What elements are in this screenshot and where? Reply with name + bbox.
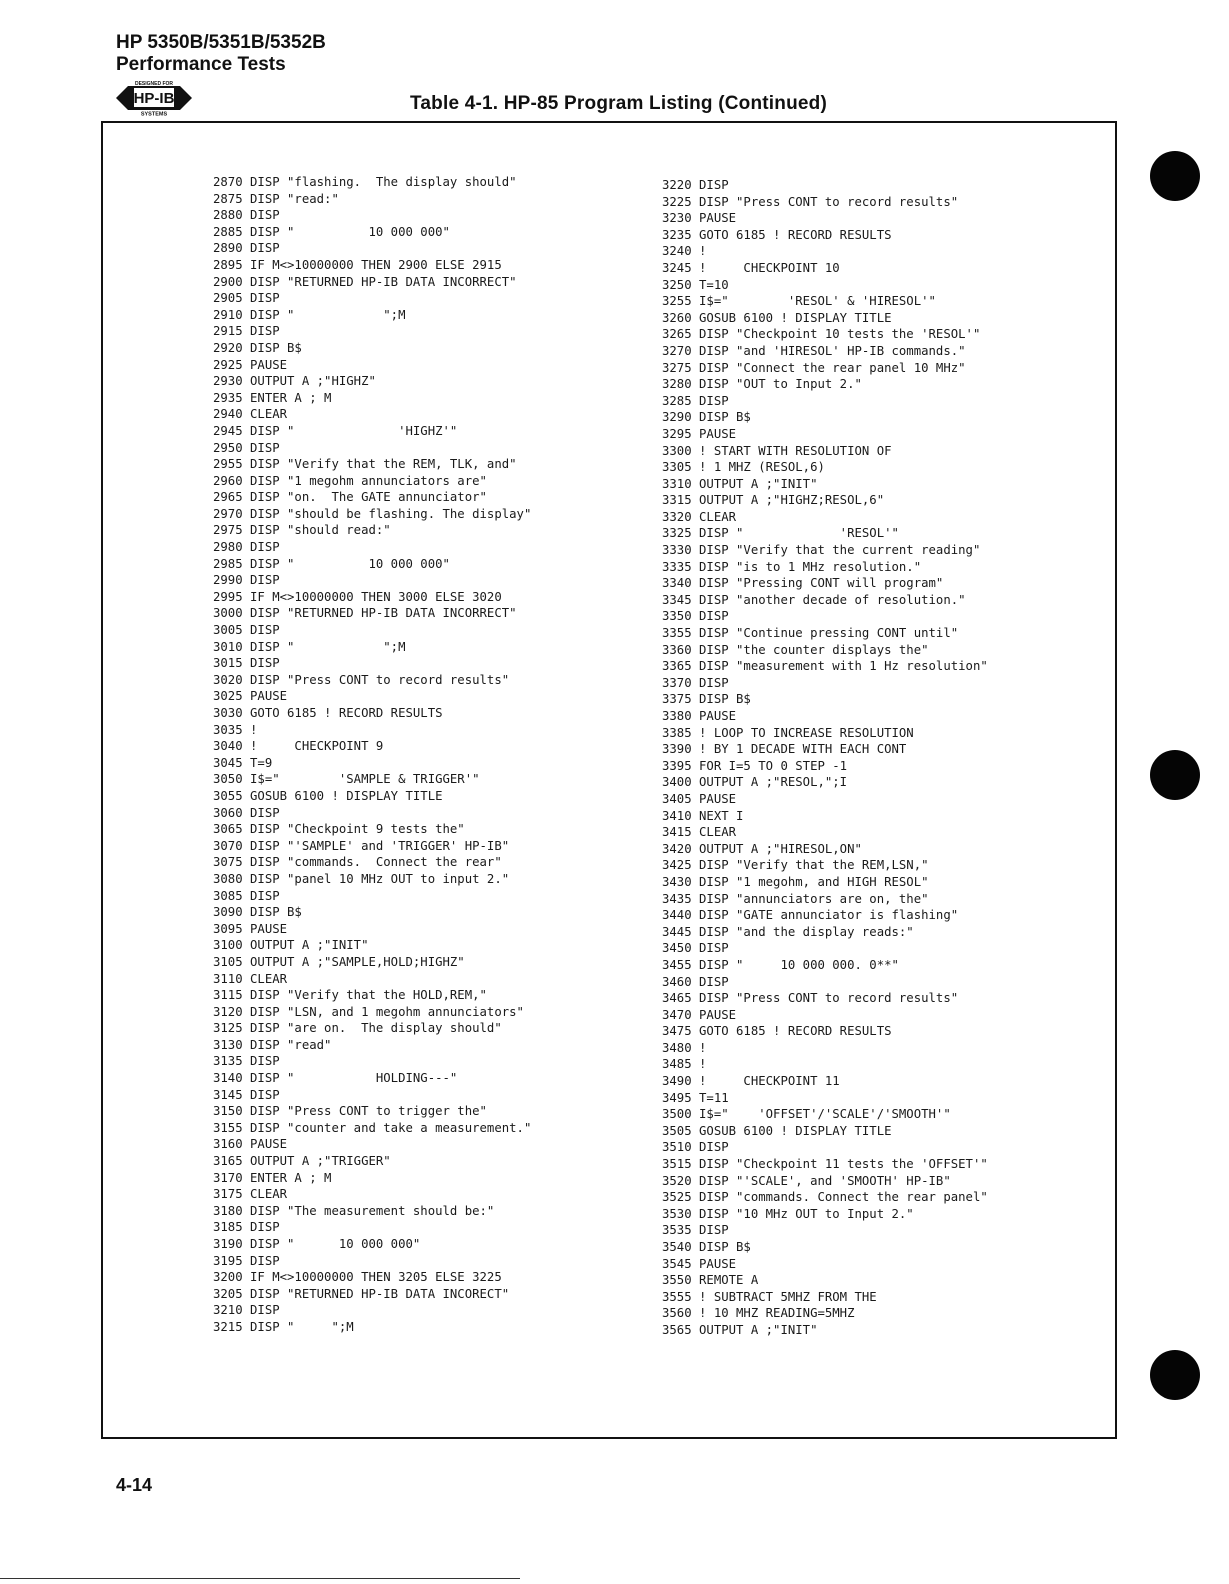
listing-line: 3225 DISP "Press CONT to record results" [662,194,959,209]
listing-line: 3365 DISP "measurement with 1 Hz resolution" [662,659,988,674]
listing-line: 3085 DISP [213,888,280,903]
listing-line: 3075 DISP "commands. Connect the rear" [213,855,502,870]
table-title: Table 4-1. HP-85 Program Listing (Continued) [410,93,827,114]
listing-line: 3260 GOSUB 6100 ! DISPLAY TITLE [662,310,892,325]
listing-line: 3005 DISP [213,623,280,638]
listing-line: 2930 OUTPUT A ;"HIGHZ" [213,374,376,389]
listing-line: 3515 DISP "Checkpoint 11 tests the 'OFFSET'" [662,1157,988,1172]
listing-line: 3325 DISP " 'RESOL'" [662,526,899,541]
listing-line: 2920 DISP B$ [213,340,302,355]
listing-line: 3445 DISP "and the display reads:" [662,924,914,939]
listing-line: 3500 I$=" 'OFFSET'/'SCALE'/'SMOOTH'" [662,1107,951,1122]
listing-line: 3390 ! BY 1 DECADE WITH EACH CONT [662,742,907,757]
listing-line: 3435 DISP "annunciators are on, the" [662,891,929,906]
listing-line: 3295 PAUSE [662,426,737,441]
listing-line: 3350 DISP [662,609,729,624]
listing-line: 3510 DISP [662,1140,729,1155]
listing-line: 3275 DISP "Connect the rear panel 10 MHz" [662,360,966,375]
listing-line: 3470 PAUSE [662,1007,737,1022]
listing-line: 3250 T=10 [662,277,729,292]
listing-line: 3400 OUTPUT A ;"RESOL,";I [662,775,848,790]
listing-line: 3535 DISP [662,1223,729,1238]
listing-line: 3185 DISP [213,1220,280,1235]
listing-line: 3165 OUTPUT A ;"TRIGGER" [213,1154,391,1169]
listing-line: 3105 OUTPUT A ;"SAMPLE,HOLD;HIGHZ" [213,954,465,969]
listing-line: 2965 DISP "on. The GATE annunciator" [213,490,487,505]
listing-line: 2885 DISP " 10 000 000" [213,224,450,239]
listing-line: 3345 DISP "another decade of resolution." [662,592,966,607]
listing-line: 3430 DISP "1 megohm, and HIGH RESOL" [662,874,929,889]
listing-line: 2870 DISP "flashing. The display should" [213,175,517,189]
listing-line: 3455 DISP " 10 000 000. 0**" [662,957,899,972]
listing-line: 3480 ! [662,1040,707,1055]
listing-line: 3135 DISP [213,1054,280,1069]
listing-line: 3200 IF M<>10000000 THEN 3205 ELSE 3225 [213,1270,502,1285]
listing-line: 2875 DISP "read:" [213,191,339,206]
listing-line: 3175 CLEAR [213,1187,288,1202]
listing-line: 3060 DISP [213,805,280,820]
listing-line: 3190 DISP " 10 000 000" [213,1237,421,1251]
listing-line: 3235 GOTO 6185 ! RECORD RESULTS [662,227,892,242]
listing-line: 3425 DISP "Verify that the REM,LSN," [662,858,929,873]
listing-line: 2970 DISP "should be flashing. The display" [213,506,532,521]
listing-line: 3305 ! 1 MHZ (RESOL,6) [662,460,825,475]
listing-line: 3375 DISP B$ [662,692,751,707]
listing-line: 3380 PAUSE [662,709,737,723]
listing-line: 3285 DISP [662,393,729,408]
listing-line: 3270 DISP "and 'HIRESOL' HP-IB commands." [662,343,966,358]
logo-top-text: DESIGNED FOR [134,81,174,87]
listing-line: 3055 GOSUB 6100 ! DISPLAY TITLE [213,788,443,803]
listing-line: 3090 DISP B$ [213,905,302,920]
listing-line: 3545 PAUSE [662,1256,737,1271]
listing-line: 3020 DISP "Press CONT to record results" [213,672,510,687]
listing-line: 3265 DISP "Checkpoint 10 tests the 'RESOL'" [662,327,981,342]
listing-left-column [213,174,531,1336]
listing-line: 3485 ! [662,1057,707,1072]
listing-line: 2990 DISP [213,573,280,588]
listing-line: 3210 DISP [213,1303,280,1318]
listing-line: 2935 ENTER A ; M [213,390,332,405]
listing-line: 3405 PAUSE [662,791,737,806]
listing-line: 3070 DISP "'SAMPLE' and 'TRIGGER' HP-IB" [213,838,510,853]
listing-line: 3030 GOTO 6185 ! RECORD RESULTS [213,706,443,720]
binder-hole-bottom [1150,1350,1200,1400]
listing-line: 3410 NEXT I [662,808,744,823]
listing-line: 2895 IF M<>10000000 THEN 2900 ELSE 2915 [213,257,502,272]
listing-line: 3140 DISP " HOLDING---" [213,1071,458,1086]
listing-line: 2925 PAUSE [213,357,288,372]
listing-line: 3355 DISP "Continue pressing CONT until" [662,626,959,641]
listing-line: 3440 DISP "GATE annunciator is flashing" [662,908,959,923]
listing-line: 3320 CLEAR [662,509,737,524]
logo-main-text: HP-IB [133,90,175,107]
listing-line: 3540 DISP B$ [662,1240,751,1254]
listing-line: 3255 I$=" 'RESOL' & 'HIRESOL'" [662,294,936,309]
logo-bottom-text: SYSTEMS [140,111,168,116]
listing-line: 3125 DISP "are on. The display should" [213,1021,502,1036]
listing-line: 3475 GOTO 6185 ! RECORD RESULTS [662,1024,892,1039]
listing-line: 3460 DISP [662,974,729,989]
listing-line: 3490 ! CHECKPOINT 11 [662,1074,840,1089]
listing-line: 3520 DISP "'SCALE', and 'SMOOTH' HP-IB" [662,1173,951,1188]
listing-line: 2890 DISP [213,241,280,256]
hp-ib-logo [116,80,192,116]
listing-line: 3065 DISP "Checkpoint 9 tests the" [213,822,465,837]
listing-line: 3130 DISP "read" [213,1037,332,1052]
listing-line: 3015 DISP [213,656,280,671]
listing-line: 2900 DISP "RETURNED HP-IB DATA INCORRECT" [213,274,517,289]
listing-line: 3300 ! START WITH RESOLUTION OF [662,443,892,458]
listing-line: 2940 CLEAR [213,407,288,422]
listing-line: 3335 DISP "is to 1 MHz resolution." [662,559,922,574]
listing-line: 3450 DISP [662,941,729,956]
listing-line: 3370 DISP [662,675,729,690]
listing-line: 3385 ! LOOP TO INCREASE RESOLUTION [662,725,914,740]
listing-line: 3180 DISP "The measurement should be:" [213,1203,495,1218]
listing-line: 3420 OUTPUT A ;"HIRESOL,ON" [662,841,862,856]
listing-line: 3565 OUTPUT A ;"INIT" [662,1322,818,1337]
listing-line: 3330 DISP "Verify that the current reading" [662,543,981,558]
listing-line: 3560 ! 10 MHZ READING=5MHZ [662,1306,855,1321]
listing-line: 3465 DISP "Press CONT to record results" [662,991,959,1006]
listing-right-column [662,177,988,1339]
listing-line: 2995 IF M<>10000000 THEN 3000 ELSE 3020 [213,589,502,604]
listing-line: 3415 CLEAR [662,825,737,840]
listing-line: 3280 DISP "OUT to Input 2." [662,377,862,392]
listing-line: 3100 OUTPUT A ;"INIT" [213,938,369,953]
listing-line: 3555 ! SUBTRACT 5MHZ FROM THE [662,1289,877,1304]
listing-line: 3025 PAUSE [213,689,288,704]
listing-line: 3230 PAUSE [662,211,737,226]
listing-line: 3550 REMOTE A [662,1273,759,1288]
listing-line: 3310 OUTPUT A ;"INIT" [662,476,818,491]
listing-line: 3195 DISP [213,1253,280,1268]
listing-line: 3095 PAUSE [213,921,288,936]
bottom-rule [0,1578,520,1579]
listing-line: 3000 DISP "RETURNED HP-IB DATA INCORRECT" [213,606,517,621]
listing-line: 3150 DISP "Press CONT to trigger the" [213,1104,487,1119]
binder-hole-middle [1150,750,1200,800]
listing-line: 2950 DISP [213,440,280,455]
listing-line: 3010 DISP " ";M [213,639,406,654]
listing-line: 3170 ENTER A ; M [213,1170,332,1185]
listing-line: 2985 DISP " 10 000 000" [213,556,450,571]
listing-line: 3395 FOR I=5 TO 0 STEP -1 [662,758,848,773]
page-number: 4-14 [116,1475,153,1495]
listing-line: 3040 ! CHECKPOINT 9 [213,739,384,754]
listing-line: 2960 DISP "1 megohm annunciators are" [213,473,487,488]
listing-line: 2880 DISP [213,208,280,223]
listing-line: 2975 DISP "should read:" [213,523,391,538]
listing-line: 3505 GOSUB 6100 ! DISPLAY TITLE [662,1123,892,1138]
listing-line: 3035 ! [213,722,258,737]
listing-line: 3205 DISP "RETURNED HP-IB DATA INCORECT" [213,1286,510,1301]
header-title: HP 5350B/5351B/5352B [116,32,326,53]
listing-line: 2955 DISP "Verify that the REM, TLK, and" [213,457,517,472]
listing-line: 3245 ! CHECKPOINT 10 [662,260,840,275]
header-subtitle: Performance Tests [116,54,286,75]
listing-line: 3215 DISP " ";M [213,1319,354,1334]
binder-hole-top [1150,151,1200,201]
listing-line: 3080 DISP "panel 10 MHz OUT to input 2." [213,871,510,886]
listing-line: 3220 DISP [662,178,729,192]
listing-line: 3360 DISP "the counter displays the" [662,642,929,657]
listing-line: 3340 DISP "Pressing CONT will program" [662,576,944,591]
listing-line: 3155 DISP "counter and take a measurement." [213,1120,532,1135]
listing-line: 2980 DISP [213,540,280,555]
listing-line: 2910 DISP " ";M [213,307,406,322]
listing-line: 3045 T=9 [213,755,273,770]
listing-line: 3530 DISP "10 MHz OUT to Input 2." [662,1206,914,1221]
listing-line: 3525 DISP "commands. Connect the rear panel" [662,1190,988,1205]
listing-line: 3240 ! [662,244,707,259]
listing-line: 3315 OUTPUT A ;"HIGHZ;RESOL,6" [662,493,885,508]
listing-line: 2945 DISP " 'HIGHZ'" [213,423,458,438]
listing-line: 2905 DISP [213,291,280,306]
listing-line: 3160 PAUSE [213,1137,288,1152]
listing-line: 3290 DISP B$ [662,410,751,425]
listing-line: 2915 DISP [213,324,280,339]
listing-line: 3050 I$=" 'SAMPLE & TRIGGER'" [213,772,480,787]
listing-line: 3110 CLEAR [213,971,288,986]
listing-line: 3120 DISP "LSN, and 1 megohm annunciators" [213,1004,524,1019]
listing-line: 3145 DISP [213,1087,280,1102]
listing-line: 3115 DISP "Verify that the HOLD,REM," [213,988,487,1003]
listing-line: 3495 T=11 [662,1090,729,1105]
